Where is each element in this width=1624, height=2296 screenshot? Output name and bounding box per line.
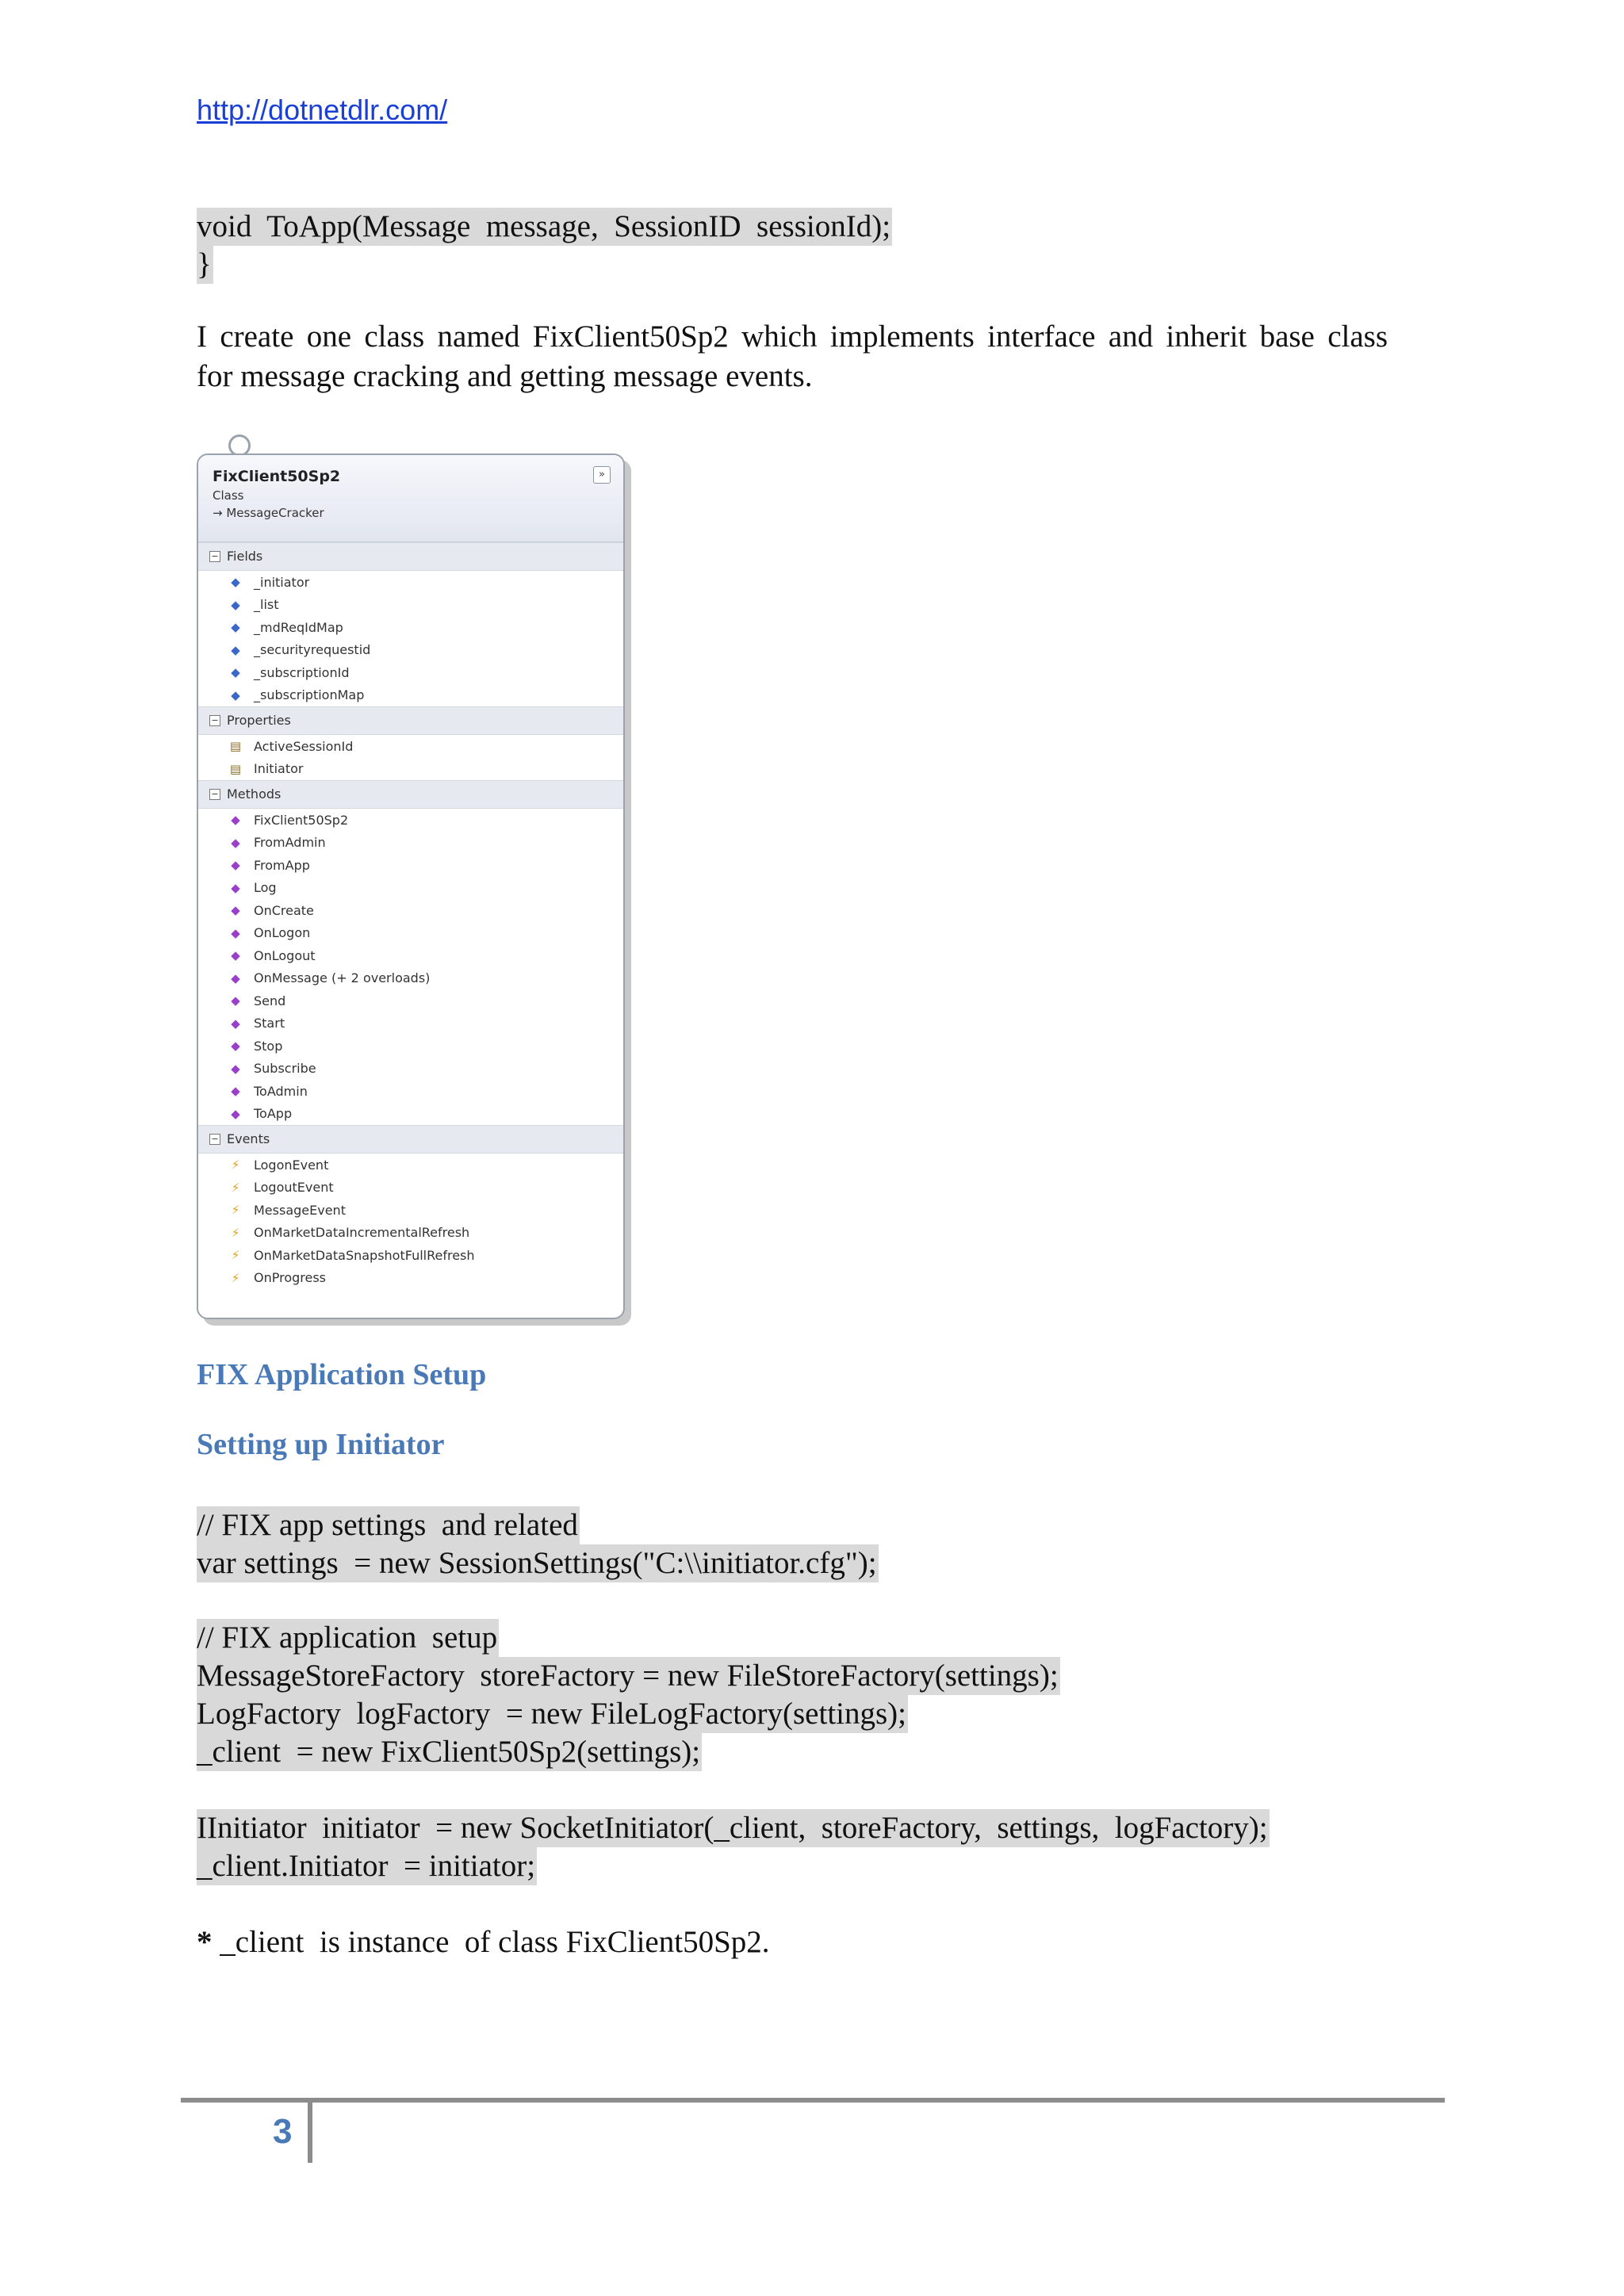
member-name: FromApp — [254, 857, 310, 873]
diagram-member — [198, 1080, 623, 1103]
field-icon: ◆ — [231, 687, 240, 702]
diagram-member — [198, 922, 623, 945]
method-icon: ◆ — [231, 880, 240, 895]
field-icon: ◆ — [231, 597, 240, 612]
event-icon: ⚡ — [231, 1248, 240, 1263]
event-icon: ⚡ — [231, 1270, 240, 1285]
section-label: Properties — [227, 713, 291, 728]
member-name: FromAdmin — [254, 835, 326, 851]
diagram-member — [198, 594, 623, 617]
diagram-member — [198, 1058, 623, 1081]
class-diagram — [197, 453, 625, 1319]
member-name: _subscriptionMap — [254, 687, 365, 703]
diagram-member — [198, 661, 623, 684]
member-name: Log — [254, 880, 277, 896]
property-icon: ▤ — [229, 739, 242, 754]
method-icon: ◆ — [231, 903, 240, 918]
member-name: MessageEvent — [254, 1202, 346, 1218]
diagram-member — [198, 832, 623, 855]
member-name: OnProgress — [254, 1270, 327, 1286]
intro-paragraph — [197, 317, 1388, 396]
subsection-heading: Setting up Initiator — [197, 1428, 445, 1461]
section-label: Fields — [227, 549, 263, 564]
method-icon: ◆ — [231, 1039, 240, 1054]
code-line: IInitiator initiator = new SocketInitiator(_client, storeFactory, settings, logFactory); — [197, 1809, 1270, 1847]
method-icon: ◆ — [231, 813, 240, 828]
diagram-member — [198, 735, 623, 758]
method-icon: ◆ — [231, 925, 240, 940]
member-name: _mdReqIdMap — [254, 619, 343, 635]
diagram-member — [198, 1103, 623, 1126]
diagram-member — [198, 571, 623, 594]
method-icon: ◆ — [231, 993, 240, 1008]
diagram-section-methods[interactable] — [198, 780, 623, 809]
diagram-member — [198, 684, 623, 707]
member-name: LogoutEvent — [254, 1180, 334, 1196]
member-name: _list — [254, 597, 279, 613]
event-icon: ⚡ — [231, 1203, 240, 1218]
event-icon: ⚡ — [231, 1158, 240, 1173]
footer-rule — [181, 2098, 1445, 2103]
diagram-section-events[interactable] — [198, 1125, 623, 1154]
diagram-member — [198, 639, 623, 662]
member-name: Subscribe — [254, 1061, 316, 1077]
method-icon: ◆ — [231, 835, 240, 850]
diagram-member — [198, 1267, 623, 1290]
class-base: → MessageCracker — [213, 506, 324, 520]
method-icon: ◆ — [231, 970, 240, 985]
diagram-member — [198, 967, 623, 990]
member-name: Stop — [254, 1038, 283, 1054]
diagram-member — [198, 899, 623, 922]
code-line: // FIX application setup — [197, 1619, 499, 1657]
paragraph-line: I create one class named FixClient50Sp2 which implements interface and inherit base class — [197, 320, 1388, 354]
member-name: ToApp — [254, 1106, 293, 1122]
member-name: Send — [254, 993, 286, 1008]
member-name: LogonEvent — [254, 1157, 329, 1173]
member-name: OnMarketDataIncrementalRefresh — [254, 1225, 470, 1241]
code-line: void ToApp(Message message, SessionID sessionId); — [197, 208, 892, 246]
note-line — [197, 1923, 770, 1961]
section-label: Methods — [227, 786, 282, 802]
member-name: OnCreate — [254, 902, 314, 918]
member-name: Start — [254, 1016, 285, 1031]
field-icon: ◆ — [231, 575, 240, 590]
diagram-member — [198, 989, 623, 1012]
site-url-link[interactable]: http://dotnetdlr.com/ — [197, 94, 448, 126]
method-icon: ◆ — [231, 858, 240, 873]
diagram-member — [198, 944, 623, 967]
method-icon: ◆ — [231, 948, 240, 963]
collapse-section-icon[interactable]: − — [209, 1134, 220, 1145]
code-line: LogFactory logFactory = new FileLogFactory(settings); — [197, 1695, 908, 1733]
collapse-section-icon[interactable]: − — [209, 789, 220, 800]
page-number: 3 — [273, 2112, 293, 2151]
diagram-section-fields[interactable] — [198, 542, 623, 571]
section-label: Events — [227, 1131, 270, 1146]
note-text: _client is instance of class FixClient50Sp2. — [212, 1925, 770, 1959]
code-line: } — [197, 246, 213, 284]
field-icon: ◆ — [231, 620, 240, 635]
member-name: OnMarketDataSnapshotFullRefresh — [254, 1247, 475, 1263]
code-line: var settings = new SessionSettings("C:\\initiator.cfg"); — [197, 1544, 879, 1582]
field-icon: ◆ — [231, 642, 240, 657]
class-diagram-sections — [198, 542, 623, 1289]
collapse-icon[interactable]: » — [593, 466, 611, 484]
class-name: FixClient50Sp2 — [213, 468, 341, 485]
code-line: _client = new FixClient50Sp2(settings); — [197, 1733, 702, 1771]
member-name: _securityrequestid — [254, 642, 371, 658]
section-heading: FIX Application Setup — [197, 1358, 487, 1391]
diagram-member — [198, 1012, 623, 1035]
member-name: Initiator — [254, 761, 304, 777]
code-line: MessageStoreFactory storeFactory = new FileStoreFactory(settings); — [197, 1657, 1060, 1695]
diagram-member — [198, 877, 623, 900]
diagram-member — [198, 1222, 623, 1245]
diagram-member — [198, 854, 623, 877]
member-name: OnLogon — [254, 925, 311, 941]
diagram-member — [198, 1154, 623, 1177]
method-icon: ◆ — [231, 1106, 240, 1121]
diagram-member — [198, 1035, 623, 1058]
member-name: OnLogout — [254, 947, 316, 963]
code-line: _client.Initiator = initiator; — [197, 1847, 537, 1885]
member-name: ActiveSessionId — [254, 738, 354, 754]
paragraph-line: for message cracking and getting message events. — [197, 359, 813, 393]
member-name: ToAdmin — [254, 1083, 308, 1099]
diagram-member — [198, 1244, 623, 1267]
property-icon: ▤ — [229, 761, 242, 776]
class-diagram-header — [198, 455, 623, 542]
footer-divider — [308, 2103, 312, 2163]
method-icon: ◆ — [231, 1061, 240, 1076]
member-name: _initiator — [254, 574, 310, 590]
diagram-section-properties[interactable] — [198, 706, 623, 735]
class-kind: Class — [213, 488, 244, 503]
code-line: // FIX app settings and related — [197, 1506, 580, 1544]
member-name: OnMessage (+ 2 overloads) — [254, 970, 431, 986]
diagram-member — [198, 1199, 623, 1222]
member-name: _subscriptionId — [254, 664, 350, 680]
method-icon: ◆ — [231, 1016, 240, 1031]
collapse-section-icon[interactable]: − — [209, 715, 220, 726]
event-icon: ⚡ — [231, 1225, 240, 1240]
diagram-member — [198, 1177, 623, 1200]
diagram-member — [198, 758, 623, 781]
member-name: FixClient50Sp2 — [254, 812, 349, 828]
method-icon: ◆ — [231, 1084, 240, 1099]
field-icon: ◆ — [231, 665, 240, 680]
note-star: * — [197, 1925, 213, 1959]
collapse-section-icon[interactable]: − — [209, 551, 220, 562]
diagram-member — [198, 616, 623, 639]
event-icon: ⚡ — [231, 1180, 240, 1195]
diagram-member — [198, 809, 623, 832]
